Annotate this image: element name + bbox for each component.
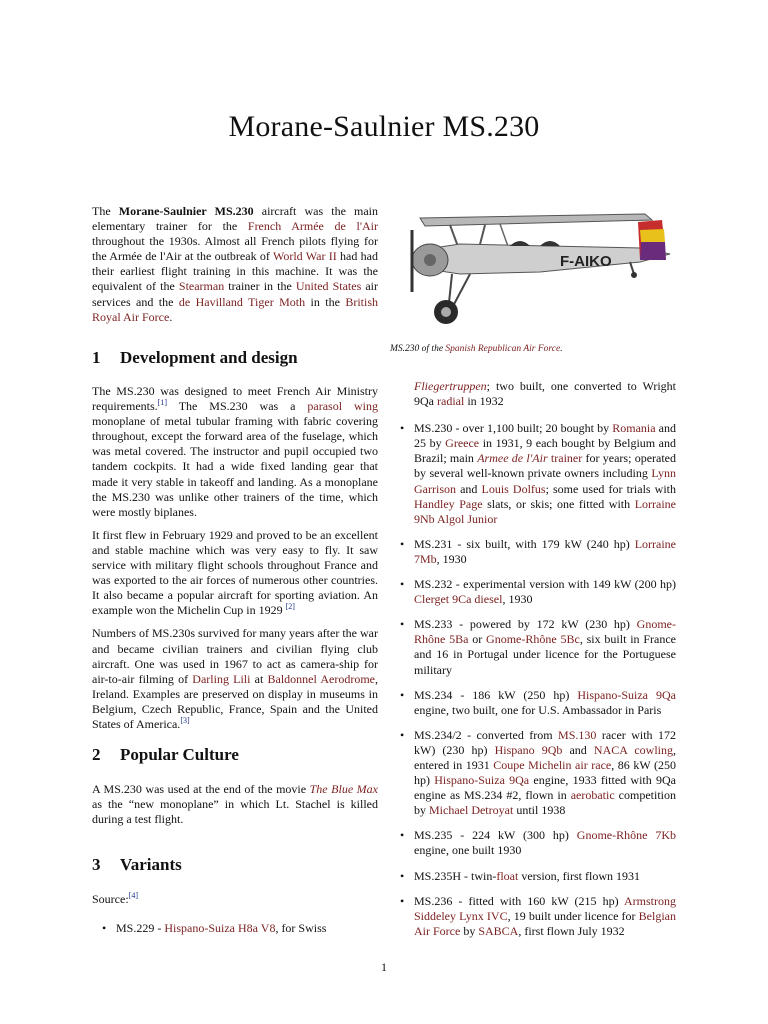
dev-paragraph-3: Numbers of MS.230s survived for many years after the war and became civilian trainers and civilian flying club aircraft. One was used in 1967 to act as camera-ship for air-to-air filming of Darling Lili at Baldonnel Aerodrome, Ireland. Examples are preserved on display in museums in Belgium, Czech Republic, France, Spain and the United States of America.[3] bbox=[92, 626, 378, 731]
link-raf[interactable]: British Royal Air Force bbox=[92, 294, 379, 324]
link-lynn-garrison[interactable]: Lynn Garrison bbox=[414, 466, 676, 496]
list-item: • MS.229 - Hispano-Suiza H8a V8, for Swiss bbox=[102, 921, 327, 936]
caption-link-spanish-republican-air-force[interactable]: Spanish Republican Air Force bbox=[445, 344, 561, 354]
aircraft-figure bbox=[390, 200, 680, 330]
link-darling-lili[interactable]: Darling Lili bbox=[192, 671, 251, 686]
link-parasol-wing[interactable]: parasol wing bbox=[307, 399, 378, 414]
list-item: • MS.231 - six built, with 179 kW (240 hp) Lorraine 7Mb, 1930 bbox=[400, 536, 676, 566]
link-armstrong-siddeley-lynx[interactable]: Armstrong Siddeley Lynx IVC bbox=[414, 893, 676, 923]
link-french-armee[interactable]: French Armée de l'Air bbox=[247, 219, 378, 234]
link-fliegertruppen[interactable]: Fliegertruppen bbox=[414, 379, 487, 393]
link-hispano-suiza-h8a[interactable]: Hispano-Suiza H8a V8 bbox=[164, 921, 276, 936]
link-stearman[interactable]: Stearman bbox=[178, 279, 225, 294]
left-column bbox=[92, 204, 378, 333]
link-gnome-rhone-5ba[interactable]: Gnome-Rhône 5Ba bbox=[414, 617, 676, 647]
link-michael-detroyat[interactable]: Michael Detroyat bbox=[429, 803, 514, 818]
link-armee-de-lair[interactable]: Armee de l'Air bbox=[477, 451, 548, 466]
figure-caption: MS.230 of the Spanish Republican Air Force. bbox=[390, 344, 563, 354]
variants-source: Source:[4] • MS.229 - Hispano-Suiza H8a V8, for Swiss bbox=[92, 892, 378, 946]
ms230-illustration bbox=[390, 200, 680, 330]
list-item: • MS.230 - over 1,100 built; 20 bought by Romania and 25 by Greece in 1931, 9 each bought by Belgium and Brazil; main Armee de l'Air trainer for years; operated by several well-known private owners including Lynn Garrison and Louis Dolfus; some used for trials with Handley Page slats, or skis; one fitted with Lorraine 9Nb Algol Junior bbox=[400, 421, 677, 526]
culture-section bbox=[92, 782, 378, 835]
dev-paragraph-1: The MS.230 was designed to meet French Air Ministry requirements.[1] The MS.230 was a parasol wing monoplane of metal tubular framing with fabric covering throughout, except the forward area of the fuselage, which was metal covered. The instructor and pupil occupied two tandem cockpits. It had a wide fixed landing gear that made it very stable in takeoff and landing. As a monoplane the MS.230 was unlike other trainers of the time, which were mostly biplanes. bbox=[92, 384, 378, 519]
link-float[interactable]: float bbox=[496, 868, 519, 883]
link-hispano-suiza-9qa[interactable]: Hispano-Suiza 9Qa bbox=[577, 687, 676, 702]
intro-paragraph: The Morane-Saulnier MS.230 aircraft was the main elementary trainer for the French Armée de l'Air throughout the 1930s. Almost all French pilots flying for the Armée de l'Air at the outbreak of World War II had had their earliest flight training in this machine. It was the equivalent of the Stearman trainer in the United States air services and the de Havilland Tiger Moth in the British Royal Air Force. bbox=[92, 204, 379, 324]
link-clerget-9ca[interactable]: Clerget 9Ca diesel bbox=[414, 592, 503, 607]
link-greece[interactable]: Greece bbox=[445, 436, 480, 451]
link-world-war-ii[interactable]: World War II bbox=[272, 249, 337, 264]
dev-paragraph-2: It first flew in February 1929 and proved to be an excellent and stable machine which was very easy to fly. It saw service with military flight schools throughout France and was exported to the air forces of numerous other countries. It also became a popular aircraft for sporting aviation. An example won the Michelin Cup in 1929 [2] bbox=[92, 527, 378, 618]
link-hispano-9qb[interactable]: Hispano 9Qb bbox=[494, 742, 563, 757]
link-handley-page[interactable]: Handley Page bbox=[414, 496, 483, 511]
citation-3[interactable]: [3] bbox=[180, 715, 190, 725]
development-section bbox=[92, 384, 378, 740]
link-trainer[interactable]: trainer bbox=[550, 451, 583, 466]
page-title: Morane-Saulnier MS.230 bbox=[228, 110, 540, 143]
link-romania[interactable]: Romania bbox=[612, 421, 656, 436]
list-item: • MS.232 - experimental version with 149 kW (200 hp) Clerget 9Ca diesel, 1930 bbox=[400, 577, 676, 607]
link-naca-cowling[interactable]: NACA cowling bbox=[593, 742, 674, 757]
section-heading-variants: 3 Variants bbox=[92, 855, 182, 874]
link-gnome-rhone-5bc[interactable]: Gnome-Rhône 5Bc bbox=[486, 632, 580, 647]
link-tiger-moth[interactable]: de Havilland Tiger Moth bbox=[178, 294, 306, 309]
citation-2[interactable]: [2] bbox=[285, 602, 295, 612]
list-item: • MS.234 - 186 kW (250 hp) Hispano-Suiza 9Qa engine, two built, one for U.S. Ambassador in Paris bbox=[400, 687, 676, 717]
link-sabca[interactable]: SABCA bbox=[478, 923, 519, 938]
section-heading-development: 1 Development and design bbox=[92, 348, 298, 367]
section-heading-popular-culture: 2 Popular Culture bbox=[92, 745, 239, 764]
list-item: • MS.235H - twin-float version, first flown 1931 bbox=[400, 868, 640, 883]
link-coupe-michelin[interactable]: Coupe Michelin air race bbox=[493, 757, 612, 772]
registration-text: F-AIKO bbox=[560, 253, 612, 270]
link-louis-dolfus[interactable]: Louis Dolfus bbox=[481, 481, 546, 496]
link-gnome-rhone-7kb[interactable]: Gnome-Rhône 7Kb bbox=[576, 828, 676, 843]
page-number: 1 bbox=[381, 960, 387, 974]
link-radial[interactable]: radial bbox=[437, 394, 465, 409]
citation-1[interactable]: [1] bbox=[157, 398, 167, 408]
link-united-states[interactable]: United States bbox=[295, 279, 362, 294]
list-item: • MS.236 - fitted with 160 kW (215 hp) Armstrong Siddeley Lynx IVC, 19 built under licence for Belgian Air Force by SABCA, first flown July 1932 bbox=[400, 893, 676, 938]
link-ms130[interactable]: MS.130 bbox=[558, 727, 597, 742]
list-item: • MS.234/2 - converted from MS.130 racer with 172 kW) (230 hp) Hispano 9Qb and NACA cowling, entered in 1931 Coupe Michelin air race, 86 kW (250 hp) Hispano-Suiza 9Qa engine, 1933 fitted with 9Qa engine as MS.234 #2, flown in aerobatic competition by Michael Detroyat until 1938 bbox=[400, 727, 677, 818]
link-hispano-suiza-9qa-2[interactable]: Hispano-Suiza 9Qa bbox=[434, 773, 530, 788]
citation-4[interactable]: [4] bbox=[128, 891, 138, 900]
link-baldonnel[interactable]: Baldonnel Aerodrome bbox=[267, 671, 375, 686]
list-item-continuation: Fliegertruppen; two built, one converted to Wright 9Qa radial in 1932 bbox=[414, 379, 676, 409]
list-item: • MS.233 - powered by 172 kW (230 hp) Gnome-Rhône 5Ba or Gnome-Rhône 5Bc, six built in France and 16 in Portugal under licence for the Portuguese military bbox=[400, 617, 676, 677]
right-column bbox=[390, 379, 676, 949]
list-item: • MS.235 - 224 kW (300 hp) Gnome-Rhône 7Kb engine, one built 1930 bbox=[400, 828, 676, 858]
link-lorraine-9nb[interactable]: Lorraine 9Nb Algol Junior bbox=[414, 496, 676, 526]
culture-paragraph: A MS.230 was used at the end of the movie The Blue Max as the “new monoplane” in which Lt. Stachel is killed during a test flight. bbox=[92, 782, 378, 827]
link-the-blue-max[interactable]: The Blue Max bbox=[309, 782, 378, 796]
link-lorraine-7mb[interactable]: Lorraine 7Mb bbox=[414, 536, 676, 566]
link-aerobatic[interactable]: aerobatic bbox=[570, 788, 615, 803]
link-belgian-air-force[interactable]: Belgian Air Force bbox=[414, 908, 676, 938]
